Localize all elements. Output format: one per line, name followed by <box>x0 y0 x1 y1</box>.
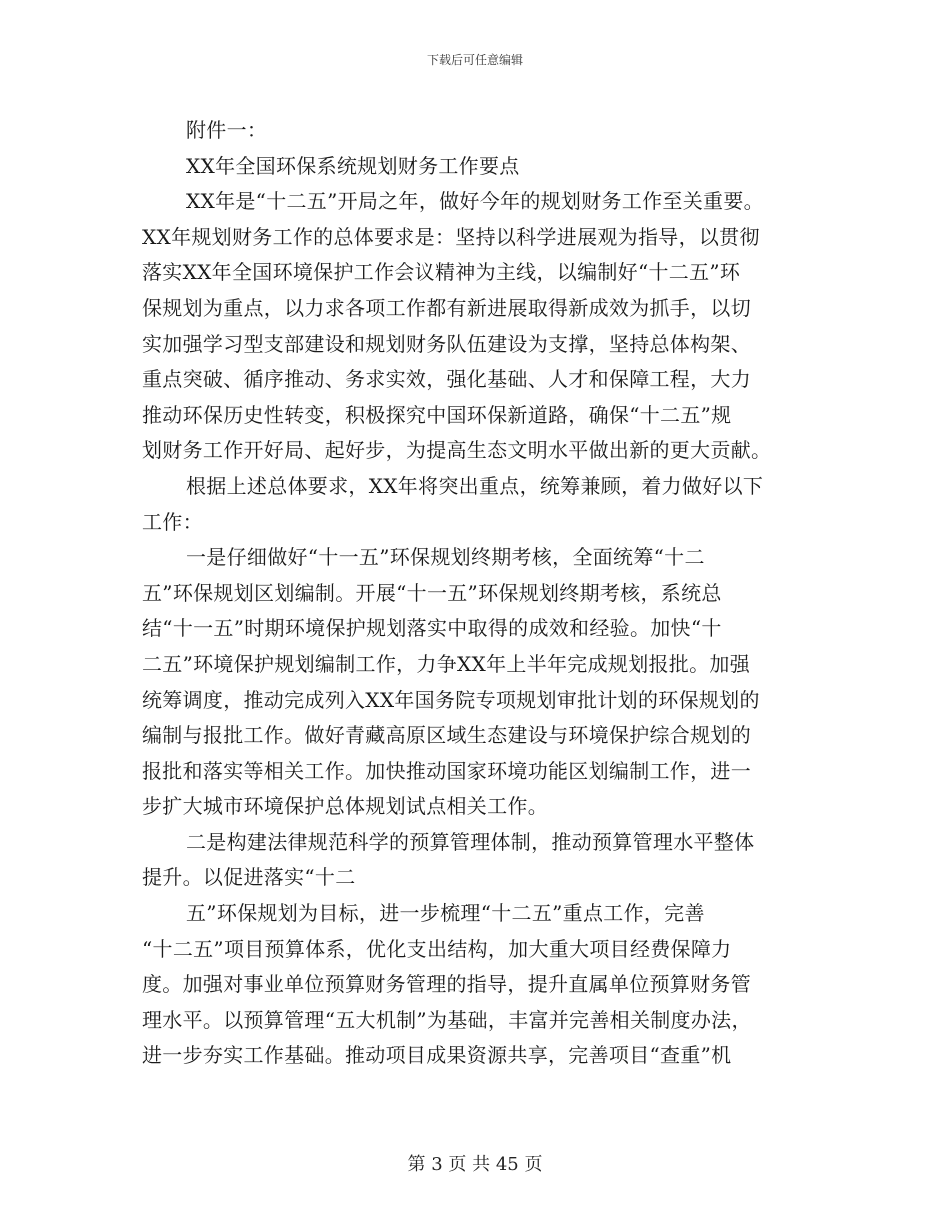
document-line: “十二五”项目预算体系，优化支出结构，加大重大项目经费保障力 <box>142 936 732 961</box>
document-line: 一是仔细做好“十一五”环保规划终期考核，全面统筹“十二 <box>186 545 705 570</box>
document-line: 实加强学习型支部建设和规划财务队伍建设为支撑，坚持总体构架、 <box>142 331 751 356</box>
document-line: 保规划为重点，以力求各项工作都有新进展取得新成效为抓手，以切 <box>142 295 751 320</box>
document-line: 五”环保规划为目标，进一步梳理“十二五”重点工作，完善 <box>186 901 705 926</box>
document-line: 重点突破、循序推动、务求实效，强化基础、人才和保障工程，大力 <box>142 367 751 392</box>
document-line: 编制与报批工作。做好青藏高原区域生态建设与环境保护综合规划的 <box>142 723 751 748</box>
document-line: 进一步夯实工作基础。推动项目成果资源共享，完善项目“查重”机 <box>142 1043 732 1068</box>
document-line: 度。加强对事业单位预算财务管理的指导，提升直属单位预算财务管 <box>142 972 751 997</box>
document-body <box>142 113 822 1074</box>
document-line: 附件一： <box>186 118 268 142</box>
document-line: 二五”环境保护规划编制工作，力争XX年上半年完成规划报批。加强 <box>142 651 751 676</box>
document-line: 报批和落实等相关工作。加快推动国家环境功能区划编制工作，进一 <box>142 758 751 783</box>
document-line: 落实XX年全国环境保护工作会议精神为主线，以编制好“十二五”环 <box>142 260 741 285</box>
document-line: 提升。以促进落实“十二 <box>142 865 356 890</box>
document-line: 理水平。以预算管理“五大机制”为基础，丰富并完善相关制度办法， <box>142 1007 752 1032</box>
document-line: 二是构建法律规范科学的预算管理体制，推动预算管理水平整体 <box>186 829 755 854</box>
document-line: 划财务工作开好局、起好步，为提高生态文明水平做出新的更大贡献。 <box>142 438 772 463</box>
document-line: XX年全国环保系统规划财务工作要点 <box>186 153 520 178</box>
page-header-note: 下载后可任意编辑 <box>426 53 523 67</box>
document-line: XX年规划财务工作的总体要求是：坚持以科学进展观为指导，以贯彻 <box>142 224 760 249</box>
document-line: 步扩大城市环境保护总体规划试点相关工作。 <box>142 794 548 819</box>
document-line: 结“十一五”时期环境保护规划落实中取得的成效和经验。加快“十 <box>142 616 722 641</box>
document-line: 五”环保规划区划编制。开展“十一五”环保规划终期考核，系统总 <box>142 580 722 605</box>
page-number-footer: 第 3 页 共 45 页 <box>407 1154 543 1175</box>
document-line: 推动环保历史性转变，积极探究中国环保新道路，确保“十二五”规 <box>142 402 732 427</box>
document-line: XX年是“十二五”开局之年，做好今年的规划财务工作至关重要。 <box>186 189 764 214</box>
document-line: 根据上述总体要求，XX年将突出重点，统筹兼顾，着力做好以下 <box>186 473 764 498</box>
document-line: 统筹调度，推动完成列入XX年国务院专项规划审批计划的环保规划的 <box>142 687 760 712</box>
document-line: 工作： <box>142 509 203 534</box>
